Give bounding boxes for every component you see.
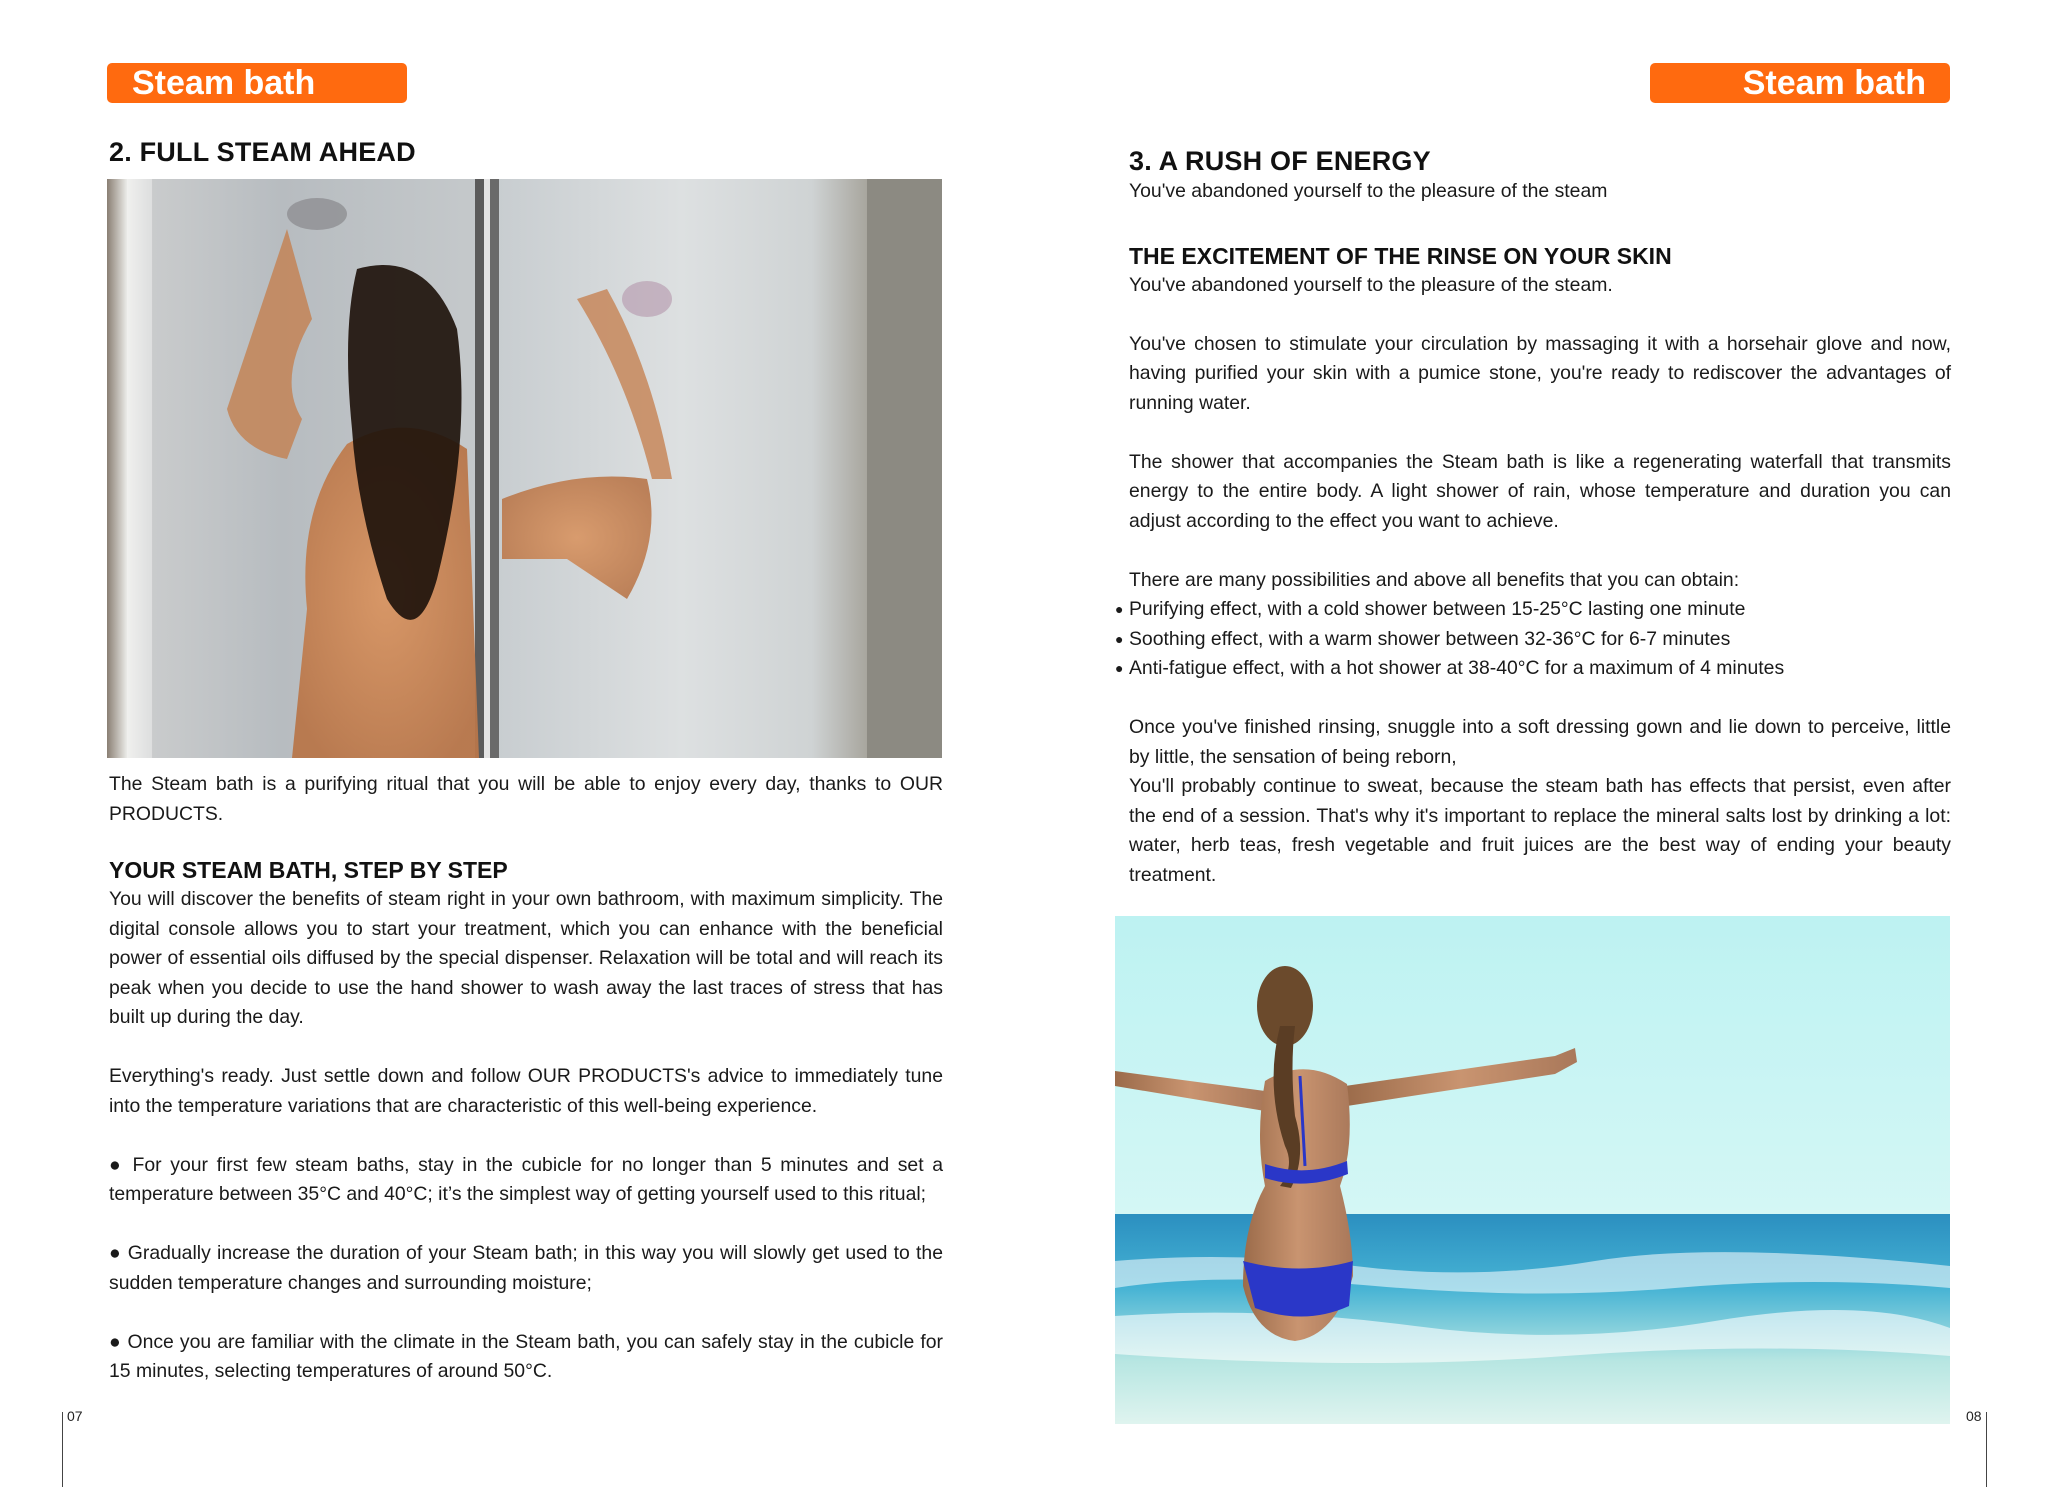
right-heading: 3. A RUSH OF ENERGY — [1129, 146, 1431, 176]
left-para-2: Everything's ready. Just settle down and follow OUR PRODUCTS's advice to immediately tune into the temperature variations that are characteristic of this well-being experience. — [109, 1065, 943, 1117]
left-heading: 2. FULL STEAM AHEAD — [109, 137, 416, 167]
right-para-5: You'll probably continue to sweat, because the steam bath has effects that persist, even after the end of a session. That's why it's important to replace the mineral salts lost by drinking a lot: water, herb teas, fresh vegetable and fruit juices are the best way of ending your beauty treatment. — [1129, 775, 1951, 886]
bullet-dot-icon: ● — [1115, 630, 1124, 647]
right-bullet-1-text: Purifying effect, with a cold shower between 15-25°C lasting one minute — [1129, 598, 1746, 620]
shower-photo — [107, 179, 942, 758]
bullet-dot-icon: ● — [1115, 601, 1124, 617]
right-para-3: There are many possibilities and above all benefits that you can obtain: — [1129, 568, 1740, 591]
left-bullet-1: ● For your first few steam baths, stay in the cubicle for no longer than 5 minutes and set a temperature between 35°C and 40°C; it’s the simplest way of getting yourself used to this ritual; — [109, 1153, 943, 1205]
right-para-2: The shower that accompanies the Steam bath is like a regenerating waterfall that transmits energy to the entire body. A light shower of rain, whose temperature and duration you can adjust according to the effect you want to achieve. — [1129, 450, 1951, 532]
right-text-column — [1115, 145, 1951, 890]
page-number-right: 08 — [1966, 1408, 1982, 1424]
right-bullet-1 — [1115, 595, 1951, 625]
right-bullet-3 — [1115, 654, 1951, 684]
left-intro: The Steam bath is a purifying ritual that you will be able to enjoy every day, thanks to OUR PRODUCTS. — [109, 773, 943, 825]
right-subheading: THE EXCITEMENT OF THE RINSE ON YOUR SKIN — [1129, 242, 1672, 269]
page-edge-line-right — [1986, 1412, 1987, 1487]
right-bullet-2 — [1115, 625, 1951, 655]
section-tag-left: Steam bath — [107, 63, 407, 103]
right-para-4: Once you've finished rinsing, snuggle into a soft dressing gown and lie down to perceive, little by little, the sensation of being reborn, — [1129, 716, 1951, 768]
right-bullet-2-text: Soothing effect, with a warm shower between 32-36°C for 6-7 minutes — [1129, 627, 1731, 650]
left-text-column — [109, 770, 943, 1387]
section-tag-right: Steam bath — [1650, 63, 1950, 103]
left-bullet-3: ● Once you are familiar with the climate in the Steam bath, you can safely stay in the cubicle for 15 minutes, selecting temperatures of around 50°C. — [109, 1330, 943, 1382]
right-sub-lead: You've abandoned yourself to the pleasure of the steam. — [1129, 273, 1613, 296]
right-lead: You've abandoned yourself to the pleasure of the steam — [1129, 180, 1608, 202]
left-para-1: You will discover the benefits of steam right in your own bathroom, with maximum simplicity. The digital console allows you to start your treatment, which you can enhance with the beneficial power of essential oils diffused by the special dispenser. Relaxation will be total and will reach its peak when you decide to use the hand shower to wash away the last traces of stress that has built up during the day. — [109, 888, 943, 1028]
left-subheading: YOUR STEAM BATH, STEP BY STEP — [109, 857, 508, 883]
page-number-left: 07 — [67, 1408, 83, 1424]
bullet-dot-icon: ● — [1115, 660, 1124, 676]
right-para-1: You've chosen to stimulate your circulation by massaging it with a horsehair glove and now, having purified your skin with a pumice stone, you're ready to rediscover the advantages of running water. — [1129, 332, 1951, 414]
page-edge-line-left — [62, 1412, 63, 1487]
beach-photo — [1115, 916, 1950, 1424]
left-heading-block — [109, 136, 943, 168]
left-bullet-2: ● Gradually increase the duration of your Steam bath; in this way you will slowly get used to the sudden temperature changes and surrounding moisture; — [109, 1242, 943, 1294]
right-bullet-3-text: Anti-fatigue effect, with a hot shower at 38-40°C for a maximum of 4 minutes — [1129, 657, 1785, 679]
